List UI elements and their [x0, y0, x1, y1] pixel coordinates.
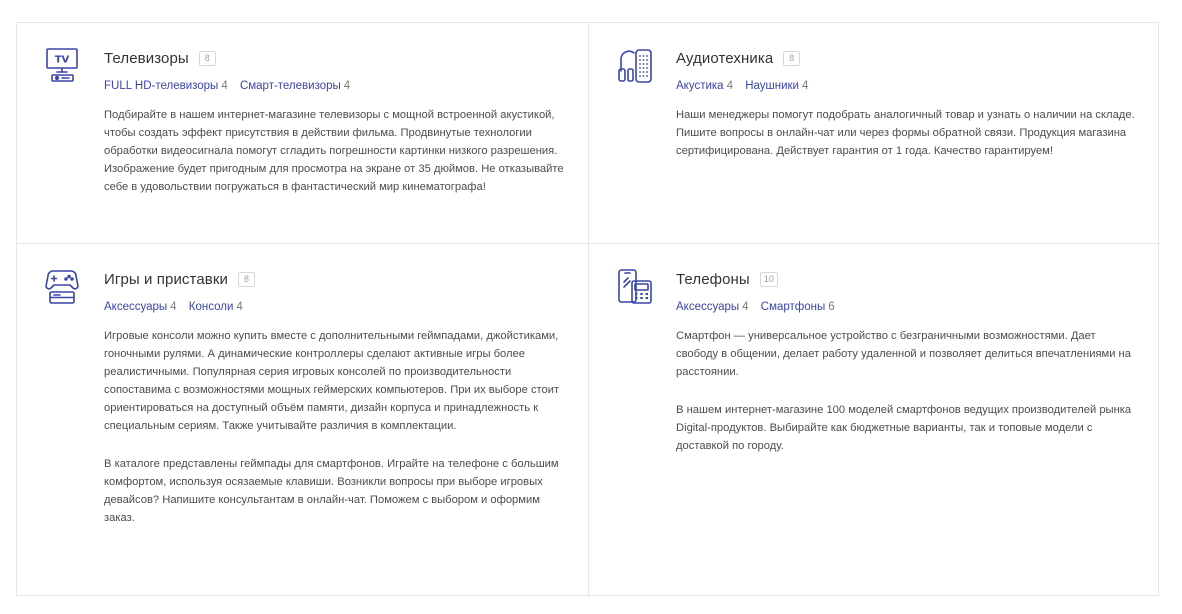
subcategory-link-smartphones[interactable] [761, 301, 835, 313]
subcategory-label: Смартфоны [760, 301, 826, 313]
subcategory-count: 4 [236, 301, 243, 313]
category-card-tv [17, 23, 589, 244]
subcategory-link-consoles[interactable] [189, 301, 243, 313]
subcategory-count: 4 [742, 301, 749, 313]
subcategory-label: FULL HD-телевизоры [104, 80, 219, 92]
subcategory-links [104, 300, 564, 314]
phones-icon[interactable] [617, 268, 653, 306]
subcategory-link-acoustics[interactable] [676, 80, 733, 92]
category-count-badge: 8 [783, 51, 800, 66]
subcategory-count: 4 [170, 301, 177, 313]
tv-icon[interactable] [45, 47, 81, 85]
headphones-speaker-icon[interactable] [617, 47, 653, 85]
categories-grid [16, 22, 1159, 596]
category-count-badge: 10 [760, 272, 778, 287]
subcategory-link-headphones[interactable] [745, 80, 808, 92]
subcategory-links [676, 79, 1136, 93]
subcategory-links [104, 79, 564, 93]
subcategory-count: 6 [828, 301, 835, 313]
description-paragraph: Наши менеджеры помогут подобрать аналогичный товар и узнать о наличии на складе. Пишите вопросы в онлайн-чат или через формы обратной связи. Продукция магазина сертифицирована. Действует гарантия от 1 года. Качество гарантируем! [676, 109, 1135, 157]
description-paragraph: В каталоге представлены геймпады для смартфонов. Играйте на телефоне с большим комфортом, используя осязаемые клавиши. Возникли вопросы при выборе игровых девайсов? Напишите консультантам в онлайн-чат. Поможем с выбором и оформим заказ. [104, 458, 559, 524]
category-count-badge: 8 [199, 51, 216, 66]
gamepad-console-icon[interactable] [45, 268, 81, 306]
category-title[interactable]: Телефоны [676, 270, 750, 288]
subcategory-links [676, 300, 1136, 314]
subcategory-link-full-hd-tv[interactable] [104, 80, 228, 92]
category-description [104, 106, 564, 196]
category-card-audio [589, 23, 1160, 244]
category-description [676, 327, 1136, 455]
subcategory-link-accessories[interactable] [676, 301, 749, 313]
category-title[interactable]: Игры и приставки [104, 270, 228, 288]
description-paragraph: Подбирайте в нашем интернет-магазине телевизоры с мощной встроенной акустикой, чтобы создать эффект присутствия в действии фильма. Продвинутые технологии обработки видеосигнала помогут сгладить погрешности картинки низкого разрешения. Изображение будет пригодным для просмотра на экране от 35 дюймов. Не отказывайте себе в удовольствии погружаться в фантастический мир кинематографа! [104, 109, 564, 193]
description-paragraph: Смартфон — универсальное устройство с безграничными возможностями. Дает свободу в общении, делает работу удаленной и позволяет делиться впечатлениями на расстоянии. [676, 330, 1131, 378]
subcategory-label: Акустика [676, 80, 724, 92]
subcategory-label: Аксессуары [676, 301, 740, 313]
category-card-games [17, 244, 589, 597]
subcategory-count: 4 [343, 80, 351, 92]
subcategory-label: Наушники [745, 80, 799, 92]
subcategory-link-smart-tv[interactable] [240, 80, 350, 92]
subcategory-label: Консоли [188, 301, 234, 313]
category-description [104, 327, 564, 527]
category-count-badge: 8 [238, 272, 255, 287]
description-paragraph: В нашем интернет-магазине 100 моделей смартфонов ведущих производителей рынка Digital-продуктов. Выбирайте как бюджетные варианты, так и топовые модели с доставкой по городу. [676, 404, 1132, 452]
category-title[interactable]: Аудиотехника [676, 49, 774, 67]
subcategory-count: 4 [726, 80, 733, 92]
svg-text:TV: TV [54, 54, 70, 66]
subcategory-count: 4 [801, 80, 809, 92]
subcategory-label: Смарт-телевизоры [239, 80, 341, 92]
category-description [676, 106, 1136, 160]
subcategory-count: 4 [221, 80, 228, 92]
subcategory-label: Аксессуары [104, 301, 168, 313]
category-card-phones [589, 244, 1160, 597]
category-title[interactable]: Телевизоры [104, 49, 189, 67]
subcategory-link-accessories[interactable] [104, 301, 177, 313]
description-paragraph: Игровые консоли можно купить вместе с дополнительными геймпадами, джойстиками, гоночными рулями. А динамические контроллеры сделают активные игры более реалистичными. Популярная серия игровых консолей по производительности сопоставима с возможностями мощных геймерских компьютеров. При их выборе стоит ориентироваться на доступный объём памяти, дизайн корпуса и принадлежность к специальным сериям. Также учитывайте различия в комплектации. [104, 330, 560, 432]
